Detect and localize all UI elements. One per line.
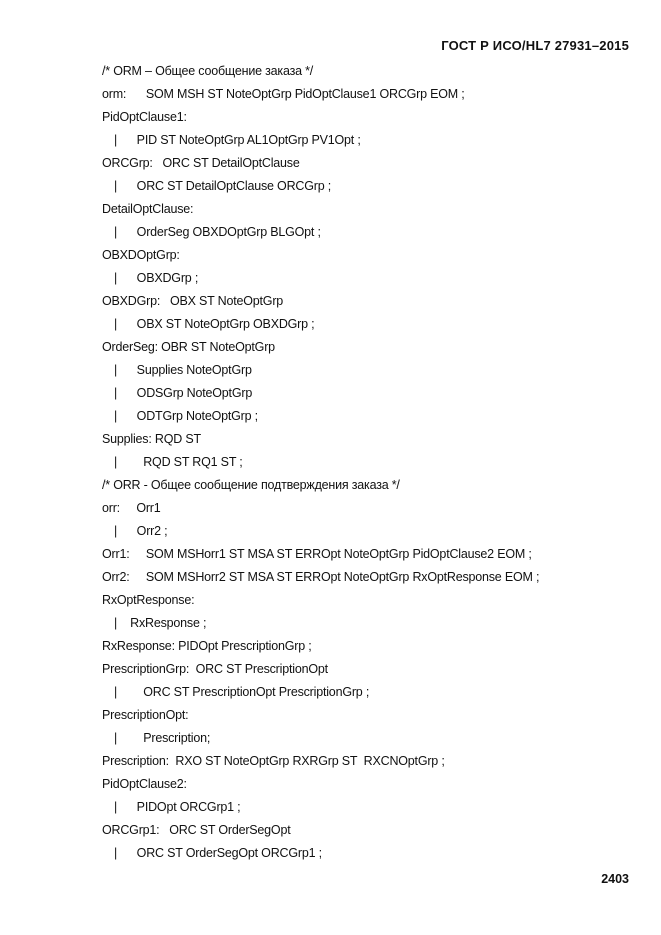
grammar-listing xyxy=(102,60,641,865)
text-line: orm: SOM MSH ST NoteOptGrp PidOptClause1 ORCGrp EOM ; xyxy=(102,87,465,101)
text-line: orr: Orr1 xyxy=(102,501,161,515)
text-line: | ODTGrp NoteOptGrp ; xyxy=(114,409,258,423)
text-line: OBXDOptGrp: xyxy=(102,248,180,262)
text-line: PidOptClause2: xyxy=(102,777,187,791)
text-line: ORCGrp1: ORC ST OrderSegOpt xyxy=(102,823,291,837)
page-number: 2403 xyxy=(601,872,629,886)
text-line: PrescriptionGrp: ORC ST PrescriptionOpt xyxy=(102,662,328,676)
text-line: ORCGrp: ORC ST DetailOptClause xyxy=(102,156,300,170)
text-line: | ORC ST DetailOptClause ORCGrp ; xyxy=(114,179,332,193)
text-line: | OrderSeg OBXDOptGrp BLGOpt ; xyxy=(114,225,321,239)
text-line: | PIDOpt ORCGrp1 ; xyxy=(114,800,241,814)
text-line: Prescription: RXO ST NoteOptGrp RXRGrp ST RXCNOptGrp ; xyxy=(102,754,445,768)
text-line: | Orr2 ; xyxy=(114,524,168,538)
text-line: Supplies: RQD ST xyxy=(102,432,201,446)
text-line: | ORC ST PrescriptionOpt PrescriptionGrp ; xyxy=(114,685,370,699)
text-line: | Prescription; xyxy=(114,731,211,745)
text-line: | OBXDGrp ; xyxy=(114,271,199,285)
text-line: | RxResponse ; xyxy=(114,616,207,630)
text-line: OBXDGrp: OBX ST NoteOptGrp xyxy=(102,294,284,308)
text-line: | ODSGrp NoteOptGrp xyxy=(114,386,253,400)
text-line: Orr2: SOM MSHorr2 ST MSA ST ERROpt NoteOptGrp RxOptResponse EOM ; xyxy=(102,570,540,584)
text-line: /* ORR - Общее сообщение подтверждения заказа */ xyxy=(102,478,400,492)
text-line: RxOptResponse: xyxy=(102,593,195,607)
text-line: | PID ST NoteOptGrp AL1OptGrp PV1Opt ; xyxy=(114,133,361,147)
text-line: PidOptClause1: xyxy=(102,110,187,124)
text-line: | RQD ST RQ1 ST ; xyxy=(114,455,243,469)
text-line: | OBX ST NoteOptGrp OBXDGrp ; xyxy=(114,317,315,331)
text-line: RxResponse: PIDOpt PrescriptionGrp ; xyxy=(102,639,312,653)
document-header: ГОСТ Р ИСО/HL7 27931–2015 xyxy=(441,38,629,53)
text-line: DetailOptClause: xyxy=(102,202,194,216)
text-line: Orr1: SOM MSHorr1 ST MSA ST ERROpt NoteOptGrp PidOptClause2 EOM ; xyxy=(102,547,532,561)
text-line: | Supplies NoteOptGrp xyxy=(114,363,252,377)
text-line: PrescriptionOpt: xyxy=(102,708,189,722)
text-line: OrderSeg: OBR ST NoteOptGrp xyxy=(102,340,275,354)
text-line: /* ORM – Общее сообщение заказа */ xyxy=(102,64,314,78)
text-line: | ORC ST OrderSegOpt ORCGrp1 ; xyxy=(114,846,322,860)
